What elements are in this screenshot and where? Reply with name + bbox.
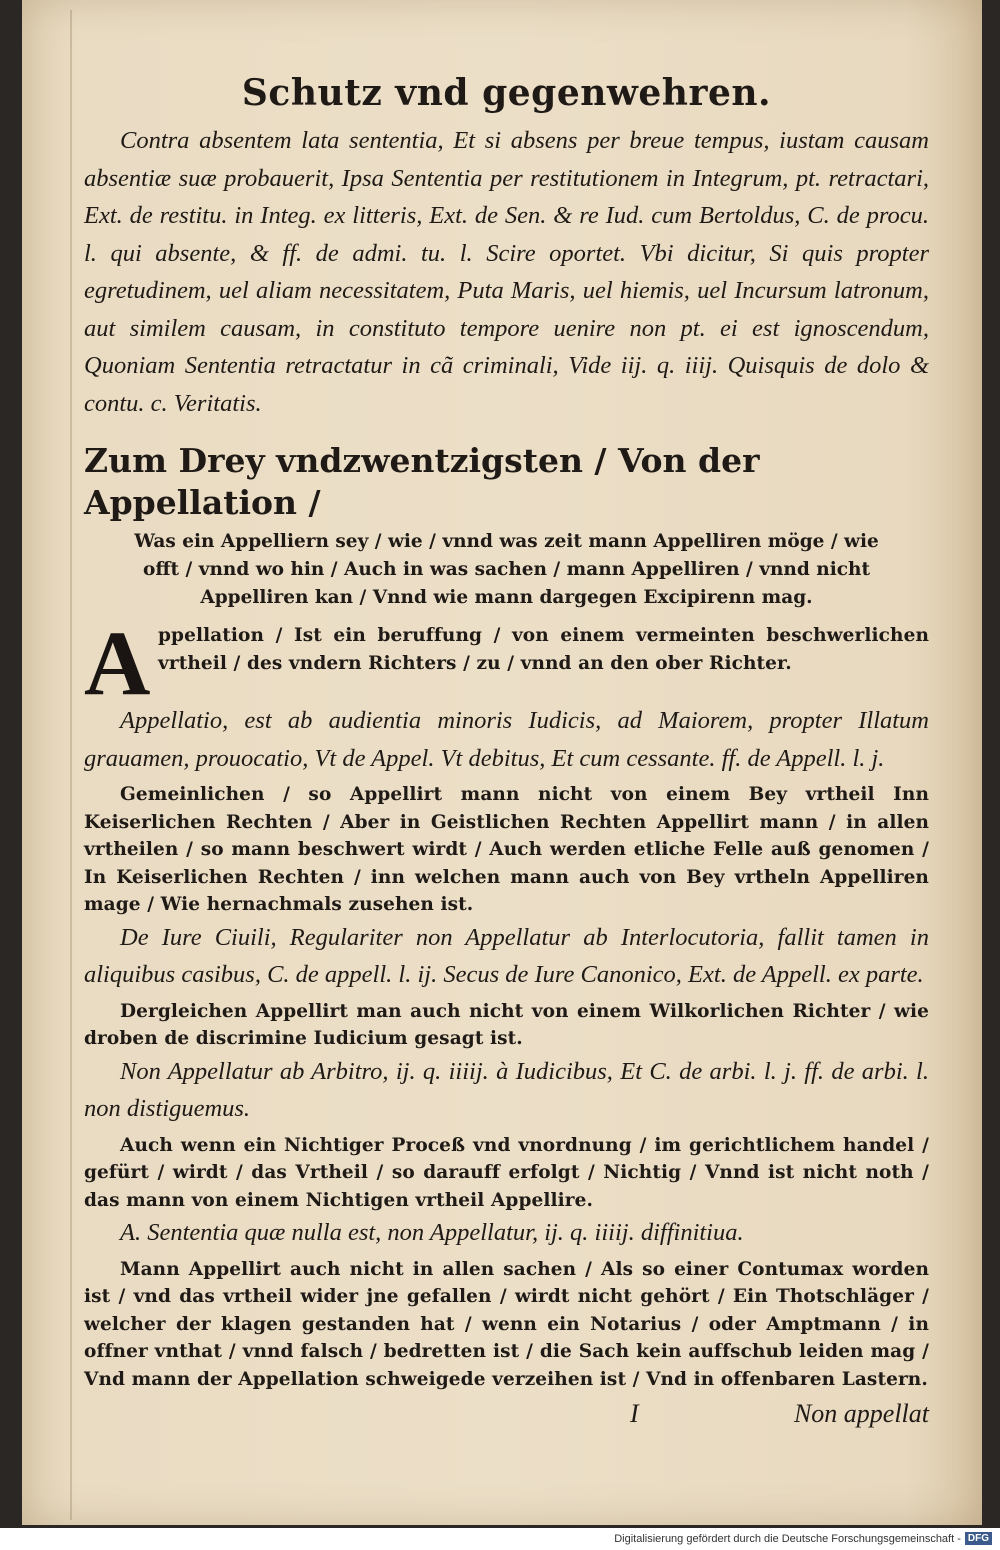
latin-gloss-null-judgment: A. Sententia quæ nulla est, non Appellatur, ij. q. iiiij. diffinitiua. (120, 1219, 744, 1246)
dfg-logo: DFG (965, 1532, 992, 1545)
latin-gloss-arbitrator: Non Appellatur ab Arbitro, ij. q. iiiij. à Iudicibus, Et C. de arbi. l. j. ff. de arbi. l. non distiguemus. (84, 1057, 929, 1122)
paragraph-definition (84, 612, 929, 714)
paragraph-interlocutory: Gemeinlichen / so Appellirt mann nicht von einem Bey vrtheil Inn Keiserlichen Rechten / Aber in Geistlichen Rechten Appellirt mann / in allen vrtheilen / so mann beschwert wirdt / Auch werden etliche Felle auß genomen / In Keiserlichen Rechten / inn welchen mann auch von Bey vrtheln Appelliren mage / Wie hernachmals zusehen ist. (84, 784, 929, 915)
chapter-heading: Zum Drey vndzwentzigsten / Von der Appellation / (84, 441, 760, 522)
paragraph-exceptions: Mann Appellirt auch nicht in allen sachen / Als so einer Contumax worden ist / vnd das vrtheil wider jne gefallen / wirdt nicht gehört / Ein Thotschläger / welcher der klagen gestanden hat / wenn ein Notarius / oder Amptmann / in offner vnthat / vnnd falsch / bedretten ist / die Sach kein auffschub leiden mag / Vnd mann der Appellation schweigede verzeihen ist / Vnd in offenbaren Lastern. (84, 1258, 929, 1390)
drop-cap-initial: A (84, 612, 151, 714)
page-footer (84, 1399, 929, 1439)
credit-text: Digitalisierung gefördert durch die Deutsche Forschungsgemeinschaft - (614, 1532, 961, 1545)
signature-mark: I (630, 1399, 639, 1428)
gutter-shadow (70, 10, 72, 1520)
running-head: Schutz vnd gegenwehren. (241, 72, 772, 114)
chapter-subheading: Was ein Appelliern sey / wie / vnnd was zeit mann Appelliren möge / wie offt / vnnd wo hin / Auch in was sachen / mann Appelliren / vnnd nicht Appelliren kan / Vnnd wie mann dargegen Excipirenn mag. (134, 531, 879, 608)
latin-gloss-interlocutory: De Iure Ciuili, Regulariter non Appellatur ab Interlocutoria, fallit tamen in aliquibus casibus, C. de appell. l. ij. Secus de Iure Canonico, Ext. de Appell. ex parte. (84, 923, 929, 988)
digitization-credit (614, 1532, 992, 1545)
latin-intro-paragraph: Contra absentem lata sententia, Et si absens per breue tempus, iustam causam absentiæ suæ probauerit, Ipsa Sententia per restitutionem in Integrum, pt. retractari, Ext. de restitu. in Integ. ex litteris, Ext. de Sen. & re Iud. cum Bertoldus, C. de procu. l. qui absente, & ff. de admi. tu. l. Scire oportet. Vbi dicitur, Si quis propter egretudinem, uel aliam necessitatem, Puta Maris, uel hiemis, uel Incursum latronum, aut similem causam, in constituto tempore uenire non pt. ei est ignoscendum, Quoniam Sententia retractatur in cã criminali, Vide iij. q. iiij. Quisquis de dolo & contu. c. Veritatis. (84, 127, 929, 417)
latin-gloss-definition: Appellatio, est ab audientia minoris Iudicis, ad Maiorem, propter Illatum grauamen, prouocatio, Vt de Appel. Vt debitus, Et cum cessante. ff. de Appell. l. j. (84, 707, 929, 772)
page-content (84, 60, 929, 1439)
paragraph-arbitrator: Dergleichen Appellirt man auch nicht von einem Wilkorlichen Richter / wie droben de discrimine Iudicium gesagt ist. (84, 1000, 929, 1049)
paragraph-null-judgment: Auch wenn ein Nichtiger Proceß vnd vnordnung / im gerichtlichem handel / gefürt / wirdt / das Vrtheil / so darauff erfolgt / Nichtig / Vnnd ist nicht noth / das mann von einem Nichtigen vrtheil Appellire. (84, 1134, 929, 1211)
book-page (22, 0, 982, 1525)
paragraph-definition-text: ppellation / Ist ein beruffung / von einem vermeinten beschwerlichen vrtheil / des vndern Richters / zu / vnnd an den ober Richter. (158, 625, 929, 674)
catchword: Non appellat (793, 1399, 929, 1428)
